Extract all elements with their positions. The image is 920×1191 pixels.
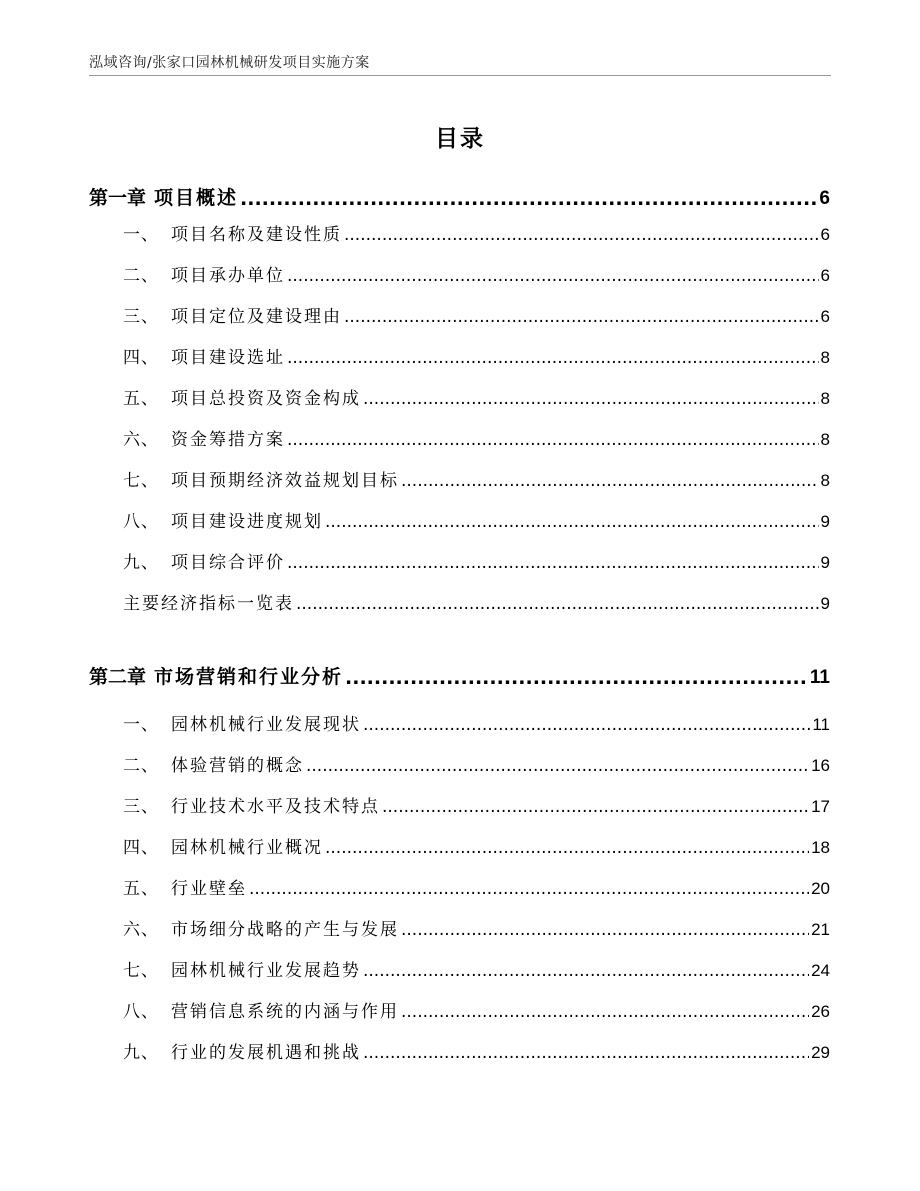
page-header: 泓域咨询/张家口园林机械研发项目实施方案 — [89, 55, 370, 71]
toc-page-number: 8 — [820, 348, 830, 367]
toc-dot-leader — [287, 430, 819, 450]
toc-section-entry[interactable] — [89, 343, 830, 368]
toc-entry-label: 营销信息系统的内涵与作用 — [171, 1002, 399, 1022]
toc-entry-number: 四、 — [123, 838, 159, 858]
toc-entry-label: 项目总投资及资金构成 — [171, 389, 361, 409]
toc-entry-label: 市场细分战略的产生与发展 — [171, 920, 399, 940]
toc-page-number: 6 — [820, 266, 830, 285]
toc-dot-leader — [344, 307, 819, 327]
toc-page-number: 26 — [811, 1002, 830, 1021]
toc-dot-leader — [345, 667, 808, 689]
toc-page-number: 18 — [811, 838, 830, 857]
toc-entry-number: 六、 — [123, 430, 159, 450]
toc-entry-label: 园林机械行业发展现状 — [171, 715, 361, 735]
toc-entry-number: 一、 — [123, 225, 159, 245]
toc-page-number: 17 — [811, 797, 830, 816]
toc-section-entry[interactable] — [89, 220, 830, 245]
toc-dot-leader — [401, 1002, 809, 1022]
toc-entry-label: 项目建设选址 — [171, 348, 285, 368]
toc-section-entry[interactable] — [89, 956, 830, 981]
toc-entry-number: 五、 — [123, 389, 159, 409]
toc-entry-label: 项目预期经济效益规划目标 — [171, 471, 399, 491]
toc-section-entry[interactable] — [89, 302, 830, 327]
header-divider — [89, 75, 831, 76]
toc-page-number: 11 — [809, 667, 830, 688]
toc-entry-label: 项目综合评价 — [171, 553, 285, 573]
toc-entry-label: 行业壁垒 — [171, 879, 247, 899]
toc-dot-leader — [401, 920, 809, 940]
toc-entry-number: 三、 — [123, 307, 159, 327]
toc-entry-label: 项目概述 — [154, 187, 239, 209]
toc-section-entry[interactable] — [89, 915, 830, 940]
toc-page-number: 8 — [820, 389, 830, 408]
toc-dot-leader — [363, 389, 819, 409]
toc-entry-number: 八、 — [123, 512, 159, 532]
toc-entry-number: 四、 — [123, 348, 159, 368]
toc-dot-leader — [287, 553, 819, 573]
toc-entry-label: 园林机械行业发展趋势 — [171, 961, 361, 981]
toc-page-number: 11 — [812, 715, 830, 734]
toc-entry-label: 资金筹措方案 — [171, 430, 285, 450]
toc-page-number: 20 — [811, 879, 830, 898]
toc-section-entry[interactable] — [89, 548, 830, 573]
toc-page-number: 24 — [811, 961, 830, 980]
toc-entry-label: 项目建设进度规划 — [171, 512, 323, 532]
toc-section-entry[interactable] — [89, 833, 830, 858]
toc-entry-label: 行业技术水平及技术特点 — [171, 797, 380, 817]
toc-page-number: 9 — [820, 512, 830, 531]
toc-section-entry[interactable] — [89, 466, 830, 491]
toc-section-entry[interactable] — [89, 792, 830, 817]
toc-dot-leader — [363, 715, 810, 735]
toc-entry-label: 项目承办单位 — [171, 266, 285, 286]
toc-section-entry[interactable] — [89, 1038, 830, 1063]
toc-chapter-entry[interactable] — [89, 662, 830, 689]
toc-page-number: 8 — [820, 430, 830, 449]
toc-page-number: 6 — [819, 188, 830, 209]
toc-page-number: 6 — [820, 225, 830, 244]
toc-entry-number: 二、 — [123, 266, 159, 286]
toc-dot-leader — [363, 1043, 809, 1063]
toc-dot-leader — [382, 797, 809, 817]
toc-title: 目录 — [435, 126, 485, 152]
toc-section-entry[interactable] — [89, 874, 830, 899]
toc-page-number: 9 — [820, 553, 830, 572]
toc-dot-leader — [401, 471, 819, 491]
toc-section-entry[interactable] — [89, 997, 830, 1022]
toc-dot-leader — [325, 512, 819, 532]
toc-section-entry[interactable] — [89, 507, 830, 532]
toc-entry-label: 市场营销和行业分析 — [154, 666, 344, 688]
toc-page-number: 9 — [820, 594, 830, 613]
toc-entry-number: 九、 — [123, 1043, 159, 1063]
toc-entry-number: 五、 — [123, 879, 159, 899]
toc-entry-label: 主要经济指标一览表 — [123, 594, 294, 614]
toc-dot-leader — [325, 838, 809, 858]
toc-entry-number: 第二章 — [89, 666, 147, 688]
toc-entry-number: 三、 — [123, 797, 159, 817]
toc-entry-label: 项目定位及建设理由 — [171, 307, 342, 327]
toc-section-entry[interactable] — [89, 261, 830, 286]
toc-section-entry[interactable] — [89, 710, 830, 735]
toc-entry-number: 一、 — [123, 715, 159, 735]
toc-dot-leader — [249, 879, 809, 899]
toc-entry-label: 体验营销的概念 — [171, 756, 304, 776]
toc-entry-number: 八、 — [123, 1002, 159, 1022]
toc-entry-label: 园林机械行业概况 — [171, 838, 323, 858]
toc-entry-label: 行业的发展机遇和挑战 — [171, 1043, 361, 1063]
toc-dot-leader — [296, 594, 819, 614]
toc-page-number: 8 — [820, 471, 830, 490]
toc-section-entry[interactable] — [89, 589, 830, 614]
toc-page-number: 29 — [811, 1043, 830, 1062]
toc-entry-label: 项目名称及建设性质 — [171, 225, 342, 245]
toc-chapter-entry[interactable] — [89, 183, 830, 210]
toc-page-number: 21 — [811, 920, 830, 939]
toc-dot-leader — [287, 348, 819, 368]
toc-page-number: 16 — [811, 756, 830, 775]
toc-entry-number: 九、 — [123, 553, 159, 573]
toc-dot-leader — [363, 961, 809, 981]
toc-entry-number: 六、 — [123, 920, 159, 940]
toc-page-number: 6 — [820, 307, 830, 326]
toc-dot-leader — [240, 188, 817, 210]
toc-dot-leader — [344, 225, 819, 245]
toc-section-entry[interactable] — [89, 384, 830, 409]
toc-entry-number: 二、 — [123, 756, 159, 776]
toc-entry-number: 七、 — [123, 961, 159, 981]
toc-entry-number: 第一章 — [89, 187, 147, 209]
toc-entry-number: 七、 — [123, 471, 159, 491]
toc-dot-leader — [306, 756, 809, 776]
toc-section-entry[interactable] — [89, 425, 830, 450]
toc-dot-leader — [287, 266, 819, 286]
toc-section-entry[interactable] — [89, 751, 830, 776]
